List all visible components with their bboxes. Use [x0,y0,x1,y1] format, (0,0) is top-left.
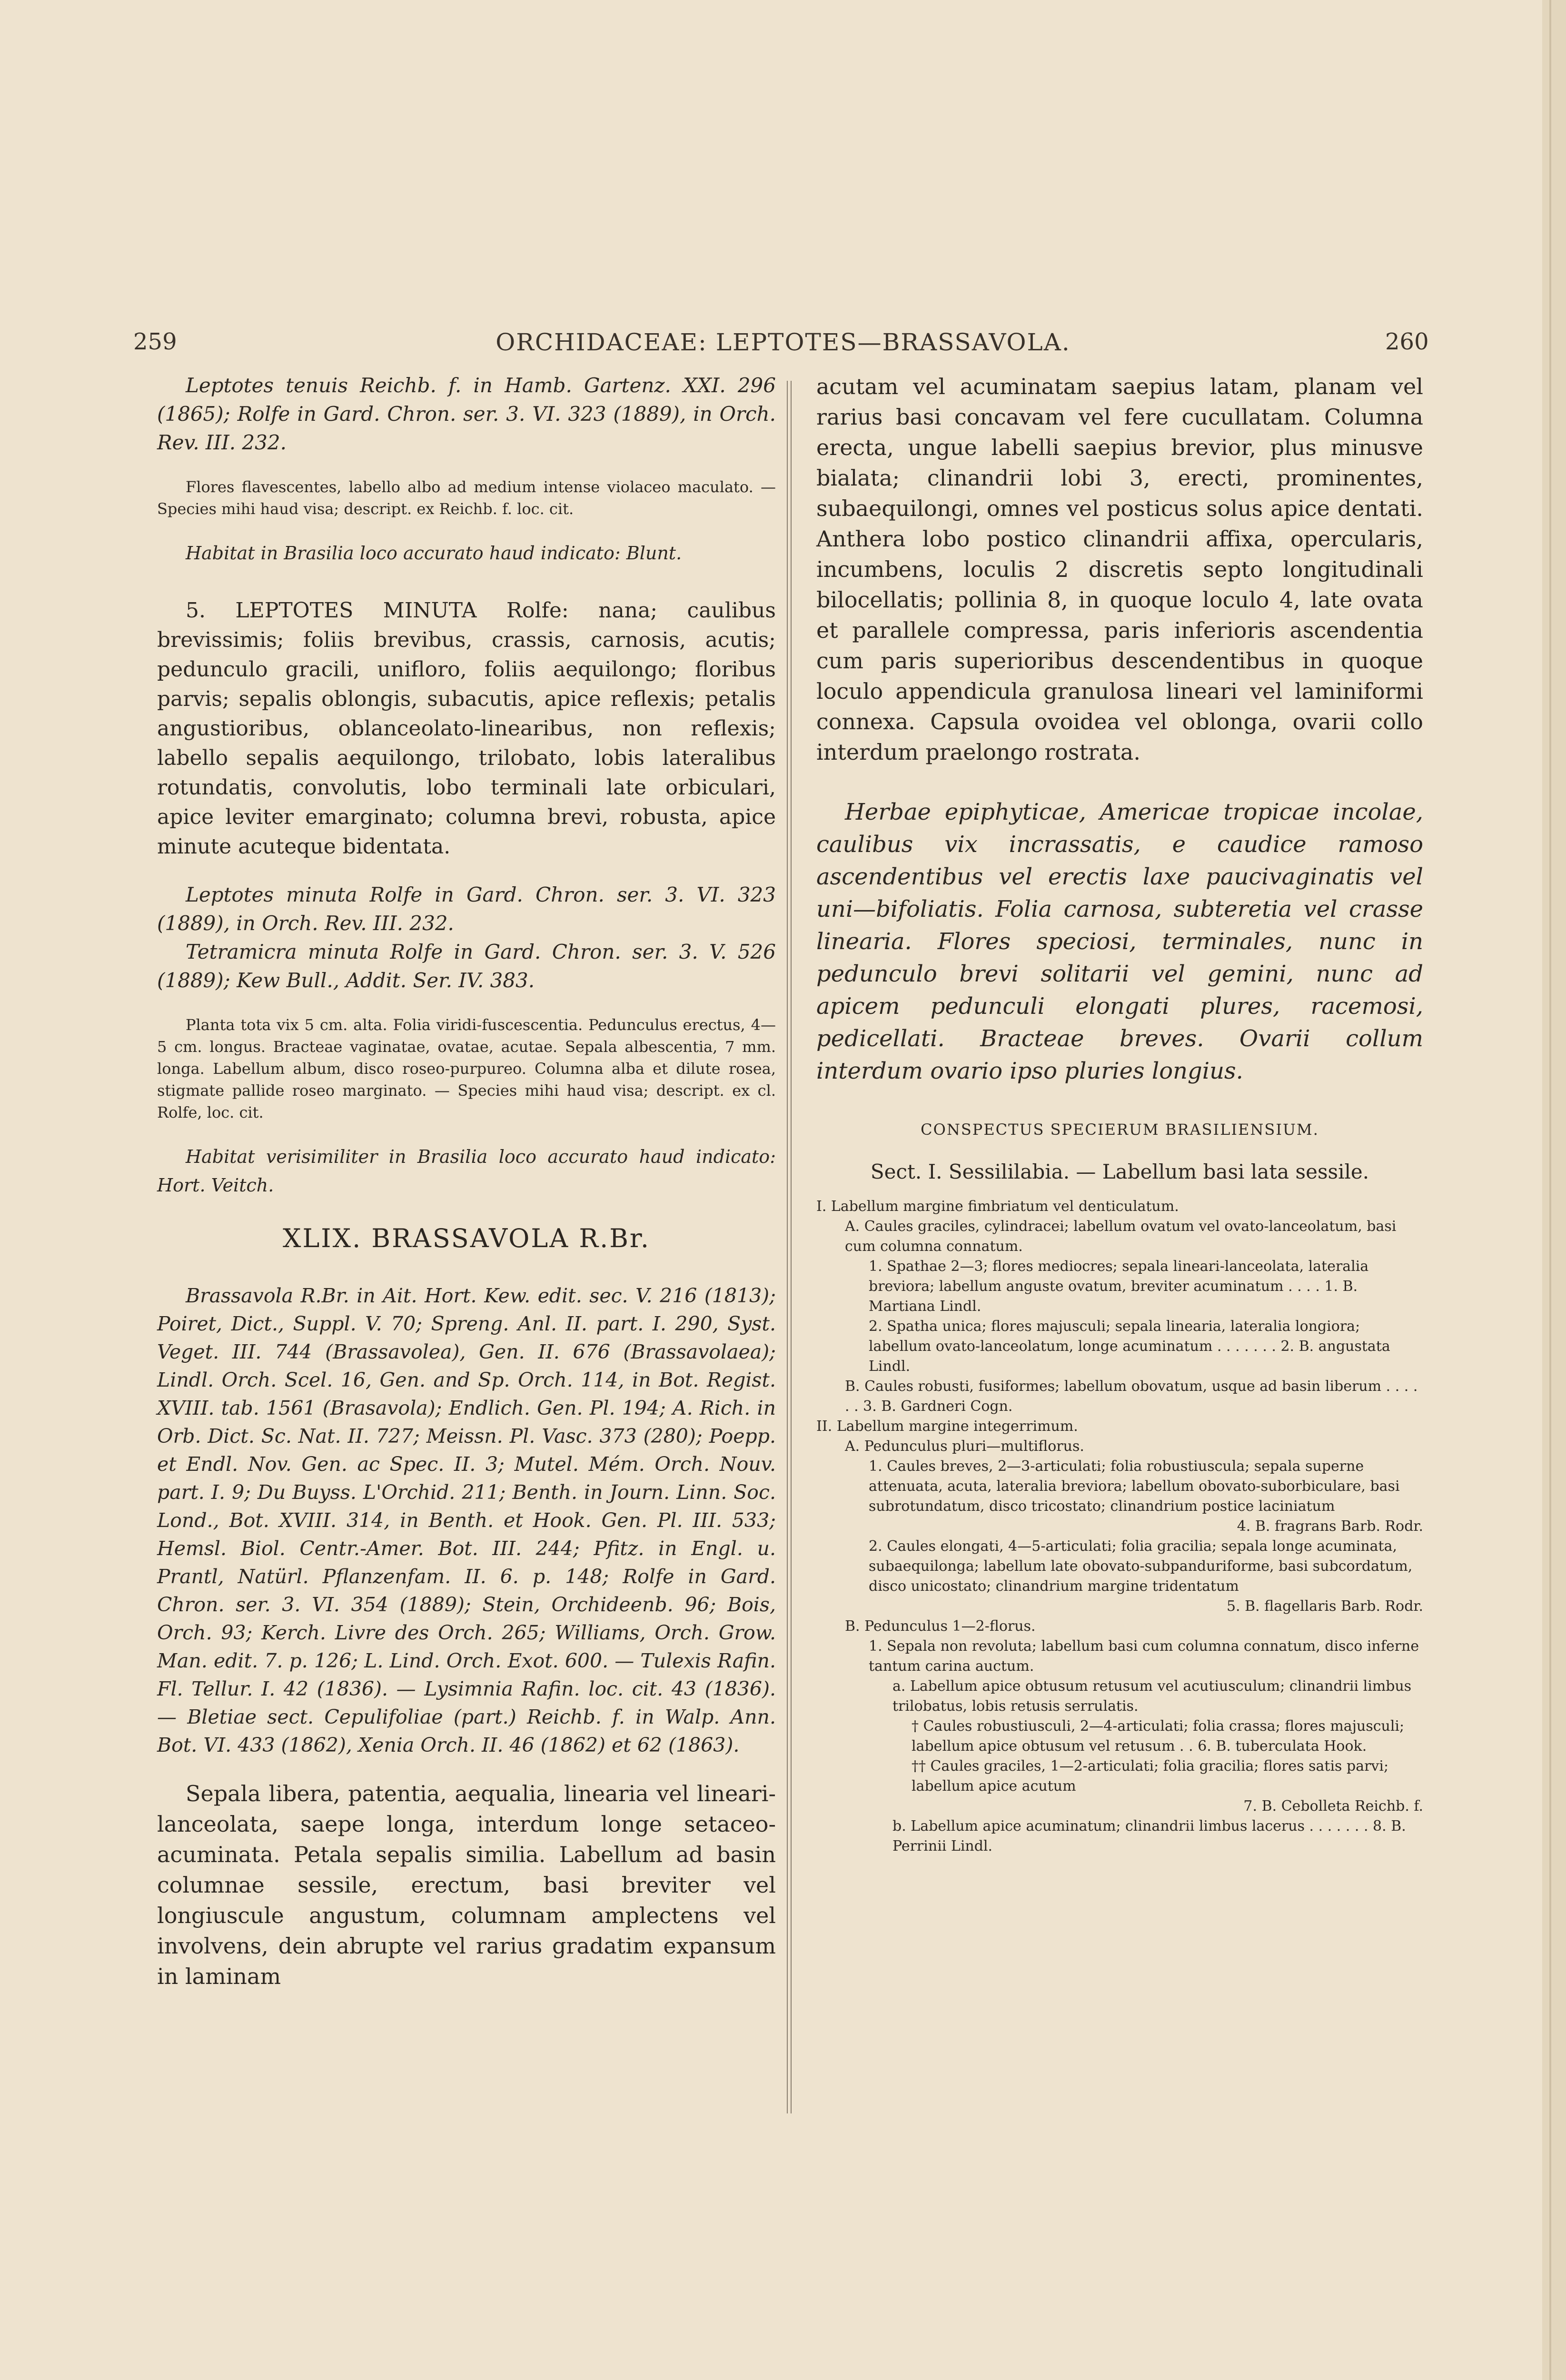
key-line: A. Caules graciles, cylindracei; labellum ovatum vel ovato-lanceolatum, basi cum columna connatum. [845,1218,1397,1255]
conspectus-title: CONSPECTUS SPECIERUM BRASILIENSIUM. [921,1121,1319,1139]
running-title: ORCHIDACEAE: LEPTOTES—BRASSAVOLA. [496,328,1070,356]
section-heading: Sect. I. Sessililabia. — Labellum basi lata sessile. [870,1160,1369,1183]
species-leptotes-minuta: 5. LEPTOTES MINUTA Rolfe: nana; caulibus brevissimis; foliis brevibus, crassis, carnosis, acutis; pedunculo gracili, unifloro, foliis aequilongo; floribus parvis; sepalis oblongis, subacutis, apice reflexis; petalis angustioribus, oblanceolato-linearibus, non reflexis; labello sepalis aequilongo, trilobato, lobis lateralibus rotundatis, convolutis, lobo terminali late orbiculari, apice leviter emarginato; columna brevi, robusta, apice minute acuteque bidentata. [157,598,776,859]
key-line: a. Labellum apice obtusum retusum vel acutiusculum; clinandrii limbus trilobatus, lobis retusis serrulatis. [892,1678,1412,1715]
left-column [157,371,776,1992]
citation-leptotes-minuta: Leptotes minuta Rolfe in Gard. Chron. ser. 3. VI. 323 (1889), in Orch. Rev. III. 232. [157,883,776,935]
key-line: 1. Caules breves, 2—3-articulati; folia robustiuscula; sepala superne attenuata, acuta, lateralia breviora; labellum obovato-suborbiculare, basi subrotundatum, disco tricostato; clinandrium postice laciniatum [869,1458,1400,1515]
citation-tetramicra-minuta: Tetramicra minuta Rolfe in Gard. Chron. ser. 3. V. 526 (1889); Kew Bull., Addit. Ser. IV. 383. [157,940,776,992]
left-page-number: 259 [133,328,177,355]
key-line: 2. Spatha unica; flores majusculi; sepala linearia, lateralia longiora; labellum ovato-lanceolatum, longe acuminatum . . . . . . . 2. B. angustata Lindl. [869,1318,1390,1375]
key-line: 1. Spathae 2—3; flores mediocres; sepala lineari-lanceolata, lateralia breviora; labellum anguste ovatum, breviter acuminatum . . . . 1. B. Martiana Lindl. [869,1258,1369,1315]
key-line: † Caules robustiusculi, 2—4-articulati; folia crassa; flores majusculi; labellum apice obtusum vel retusum . . 6. B. tuberculata Hook. [912,1718,1405,1755]
habitat-note-2: Habitat verisimiliter in Brasilia loco accurato haud indicato: Hort. Veitch. [157,1146,776,1196]
genus-synonymy: Brassavola R.Br. in Ait. Hort. Kew. edit. sec. V. 216 (1813); Poiret, Dict., Suppl. V. 70; Spreng. Anl. II. part. I. 290, Syst. Veget. III. 744 (Brassavolea), Gen. II. 676 (Brassavolaea); Lindl. Orch. Scel. 16, Gen. and Sp. Orch. 114, in Bot. Regist. XVIII. tab. 1561 (Brasavola); Endlich. Gen. Pl. 194; A. Rich. in Orb. Dict. Sc. Nat. II. 727; Meissn. Pl. Vasc. 373 (280); Poepp. et Endl. Nov. Gen. ac Spec. II. 3; Mutel. Mém. Orch. Nouv. part. I. 9; Du Buyss. L'Orchid. 211; Benth. in Journ. Linn. Soc. Lond., Bot. XVIII. 314, in Benth. et Hook. Gen. Pl. III. 533; Hemsl. Biol. Centr.-Amer. Bot. III. 244; Pfitz. in Engl. u. Prantl, Natürl. Pflanzenfam. II. 6. p. 148; Rolfe in Gard. Chron. ser. 3. VI. 354 (1889); Stein, Orchideenb. 96; Bois, Orch. 93; Kerch. Livre des Orch. 265; Williams, Orch. Grow. Man. edit. 7. p. 126; L. Lind. Orch. Exot. 600. — Tulexis Rafin. Fl. Tellur. I. 42 (1836). — Lysimnia Rafin. loc. cit. 43 (1836). — Bletiae sect. Cepulifoliae (part.) Reichb. f. in Walp. Ann. Bot. VI. 433 (1862), Xenia Orch. II. 46 (1862) et 62 (1863). [157,1284,776,1756]
right-column [816,371,1423,1856]
key-line: II. Labellum margine integerrimum. [816,1418,1078,1435]
genus-heading: XLIX. BRASSAVOLA R.Br. [283,1223,650,1253]
key-line: B. Pedunculus 1—2-florus. [845,1618,1036,1635]
habitat-note: Habitat in Brasilia loco accurato haud indicato: Blunt. [186,543,682,564]
column-divider [787,381,792,2113]
key-line: 5. B. flagellaris Barb. Rodr. [1226,1598,1423,1615]
key-line: I. Labellum margine fimbriatum vel denticulatum. [816,1198,1179,1215]
key-line: 1. Sepala non revoluta; labellum basi cum columna connatum, disco inferne tantum carina auctum. [869,1638,1419,1675]
description-plant: Planta tota vix 5 cm. alta. Folia viridi-fuscescentia. Pedunculus erectus, 4—5 cm. longus. Bracteae vaginatae, ovatae, acutae. Sepala albescentia, 7 mm. longa. Labellum album, disco roseo-purpureo. Columna alba et dilute rosea, stigmate pallide roseo marginato. — Species mihi haud visa; descript. ex cl. Rolfe, loc. cit. [157,1016,776,1121]
key-line: 2. Caules elongati, 4—5-articulati; folia gracilia; sepala longe acuminata, subaequilonga; labellum late obovato-subpanduriforme, basi subcordatum, disco unicostato; clinandrium margine tridentatum [869,1538,1413,1595]
key-line: 4. B. fragrans Barb. Rodr. [1237,1518,1423,1535]
page-edge [1542,0,1566,2380]
description-flowers: Flores flavescentes, labello albo ad medium intense violaceo maculato. — Species mihi haud visa; descript. ex Reichb. f. loc. cit. [157,478,776,518]
page-edge-line [1549,0,1551,2380]
species-key [816,1197,1423,1856]
citation-leptotes-tenuis: Leptotes tenuis Reichb. f. in Hamb. Gartenz. XXI. 296 (1865); Rolfe in Gard. Chron. ser. 3. VI. 323 (1889), in Orch. Rev. III. 232. [157,374,776,454]
genus-diagnosis: Sepala libera, patentia, aequalia, linearia vel lineari-lanceolata, saepe longa, interdum longe setaceo-acuminata. Petala sepalis similia. Labellum ad basin columnae sessile, erectum, basi breviter vel longiuscule angustum, columnam amplectens vel involvens, dein abrupte vel rarius gradatim expansum in laminam [157,1781,776,1989]
key-line: B. Caules robusti, fusiformes; labellum obovatum, usque ad basin liberum . . . . . . 3. B. Gardneri Cogn. [845,1378,1418,1415]
right-page-number: 260 [1385,328,1429,355]
key-line: 7. B. Cebolleta Reichb. f. [1243,1798,1423,1815]
habit-description: Herbae epiphyticae, Americae tropicae incolae, caulibus vix incrassatis, e caudice ramoso ascendentibus vel erectis laxe paucivaginatis vel uni—bifoliatis. Folia carnosa, subteretia vel crasse linearia. Flores speciosi, terminales, nunc in pedunculo brevi solitarii vel gemini, nunc ad apicem pedunculi elongati plures, racemosi, pedicellati. Bracteae breves. Ovarii collum interdum ovario ipso pluries longius. [816,799,1423,1084]
key-line: b. Labellum apice acuminatum; clinandrii limbus lacerus . . . . . . . 8. B. Perrinii Lindl. [892,1818,1406,1854]
genus-diagnosis-continued: acutam vel acuminatam saepius latam, planam vel rarius basi concavam vel fere cucullatam. Columna erecta, ungue labelli saepius brevior, plus minusve bialata; clinandrii lobi 3, erecti, prominentes, subaequilongi, omnes vel posticus solus apice dentati. Anthera lobo postico clinandrii affixa, opercularis, incumbens, loculis 2 discretis septo longitudinali bilocellatis; pollinia 8, in quoque loculo 4, late ovata et parallele compressa, paris inferioris ascendentia cum paris superioribus descendentibus in quoque loculo appendicula granulosa lineari vel laminiformi connexa. Capsula ovoidea vel oblonga, ovarii collo interdum praelongo rostrata. [816,374,1423,765]
key-line: A. Pedunculus pluri—multiflorus. [845,1438,1084,1455]
key-line: †† Caules graciles, 1—2-articulati; folia gracilia; flores satis parvi; labellum apice acutum [912,1758,1389,1795]
